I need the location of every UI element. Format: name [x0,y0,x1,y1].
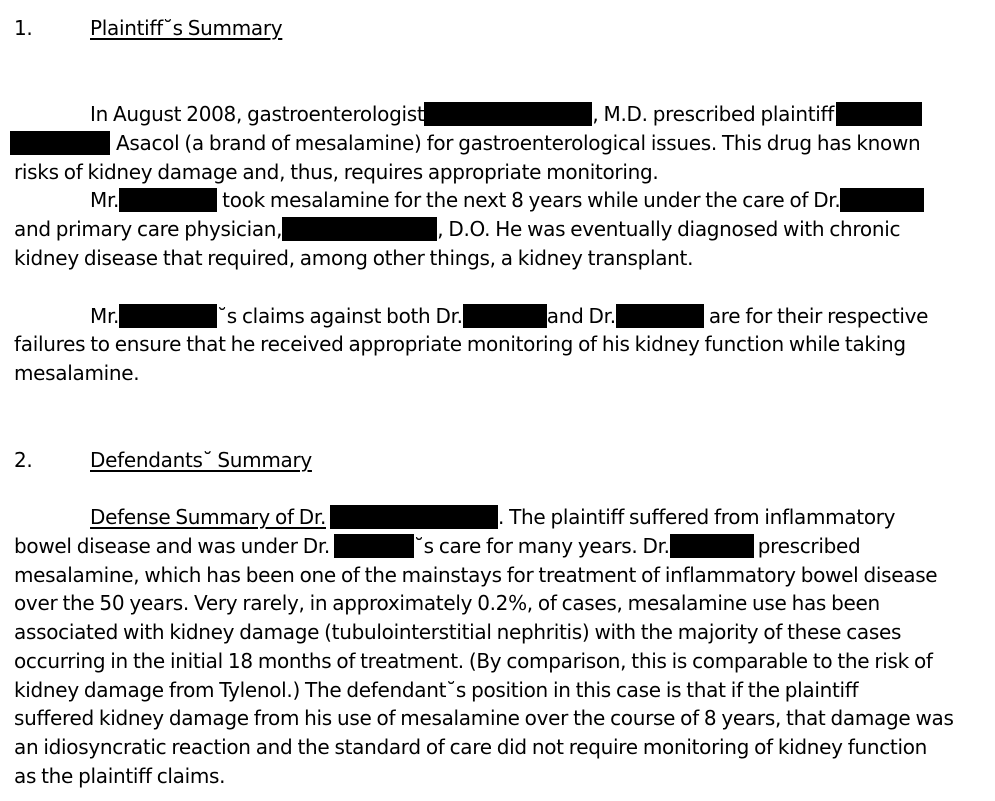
text-run: risks of kidney damage and, thus, requires appropriate monitoring. [14,160,659,184]
paragraph-line [90,503,895,532]
redaction-box [119,304,217,328]
paragraph-line [14,561,937,590]
text-run: occurring in the initial 18 months of treatment. (By comparison, this is comparable to the risk of [14,649,933,673]
redaction-box [424,102,592,126]
paragraph-line [14,618,901,647]
redaction-box [840,188,924,212]
text-run: kidney damage from Tylenol.) The defendant˘s position in this case is that if the plaintiff [14,678,859,702]
paragraph-line [10,129,920,158]
paragraph-line [14,762,225,791]
text-run: over the 50 years. Very rarely, in approximately 0.2%, of cases, mesalamine use has been [14,591,880,615]
text-run: , M.D. prescribed plaintiff [592,102,834,126]
text-run: Mr. [90,304,120,328]
text-run: and primary care physician, [14,217,283,241]
redaction-box [119,188,217,212]
paragraph-line [90,100,922,129]
redaction-box [670,534,754,558]
text-run: as the plaintiff claims. [14,764,226,788]
text-run: . The plaintiff suffered from inflammatory [498,505,896,529]
paragraph-line [14,244,693,273]
text-run: kidney disease that required, among other things, a kidney transplant. [14,246,694,270]
text-run: Mr. [90,188,120,212]
text-run: took mesalamine for the next 8 years while under the care of Dr. [217,188,841,212]
redaction-box [463,304,547,328]
redaction-box [334,534,414,558]
section-number: 1. [14,16,33,40]
text-run: ˘s care for many years. Dr. [413,534,670,558]
text-run: mesalamine. [14,361,140,385]
paragraph-line [90,302,928,331]
text-run: suffered kidney damage from his use of mesalamine over the course of 8 years, that damage was [14,706,954,730]
paragraph-line [14,158,658,187]
redaction-box [330,505,498,529]
redaction-box [10,131,110,155]
text-run: ˘s claims against both Dr. [217,304,463,328]
text-run: prescribed [757,534,861,558]
section-heading: Plaintiff˘s Summary [90,16,283,40]
paragraph-line [90,186,924,215]
text-run: , D.O. He was eventually diagnosed with chronic [437,217,901,241]
text-run: associated with kidney damage (tubulointerstitial nephritis) with the majority of these cases [14,620,902,644]
paragraph-line [14,733,927,762]
section-number: 2. [14,448,33,472]
text-run: are for their respective [703,304,929,328]
section-heading: Defendants˘ Summary [90,448,312,472]
paragraph-line [14,532,860,561]
text-run: Asacol (a brand of mesalamine) for gastroenterological issues. This drug has known [116,131,921,155]
paragraph-line [14,647,933,676]
redaction-box [282,217,437,241]
paragraph-line [14,704,954,733]
text-run: bowel disease and was under Dr. [14,534,330,558]
paragraph-line [14,330,906,359]
paragraph-line [14,589,880,618]
text-run: and Dr. [546,304,616,328]
redaction-box [616,304,704,328]
text-run: mesalamine, which has been one of the mainstays for treatment of inflammatory bowel disease [14,563,938,587]
paragraph-line [14,359,139,388]
text-run: In August 2008, gastroenterologist [90,102,425,126]
text-run: an idiosyncratic reaction and the standard of care did not require monitoring of kidney function [14,735,928,759]
paragraph-line [14,215,900,244]
redaction-box [836,102,922,126]
subheading-run: Defense Summary of Dr. [90,505,326,529]
paragraph-line [14,676,858,705]
text-run: failures to ensure that he received appropriate monitoring of his kidney function while taking [14,332,906,356]
